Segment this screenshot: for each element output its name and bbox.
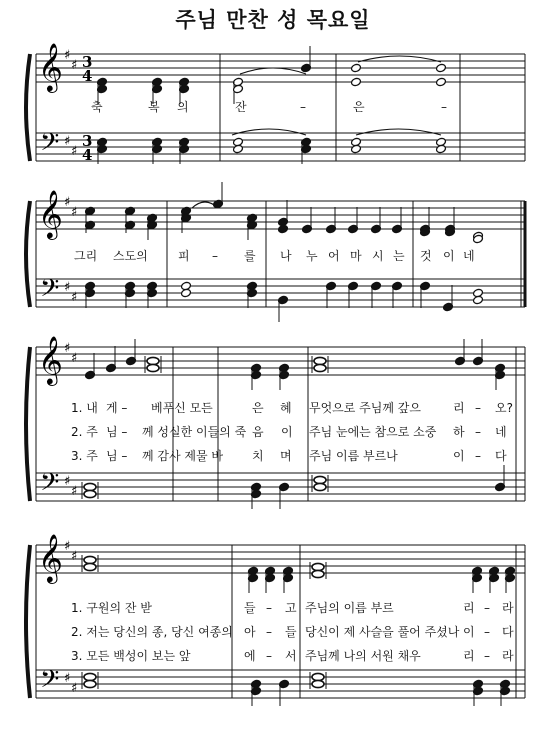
note-head	[473, 295, 484, 305]
lyric-syllable: 이	[453, 449, 465, 463]
lyric-syllable: 피	[178, 249, 190, 263]
lyric-syllable: –	[266, 601, 272, 615]
breve-note	[84, 673, 96, 680]
bass-clef-icon: 𝄢	[40, 468, 60, 503]
lyric-syllable: 이	[463, 625, 475, 639]
lyric-syllable: 은	[353, 100, 365, 114]
note-head	[351, 144, 362, 154]
sharp-icon: ♯	[71, 681, 78, 696]
lyric-syllable: 무엇으로 주님께 갚으	[309, 401, 421, 415]
lyric-syllable: 이	[281, 425, 293, 439]
lyric-syllable: 당신이 제 사슬을 풀어 주셨나	[305, 625, 460, 639]
sharp-icon: ♯	[64, 474, 71, 489]
system-bracket	[26, 347, 30, 501]
breve-note	[314, 483, 326, 490]
lyric-syllable: 들	[244, 601, 256, 615]
page-title: 주님 만찬 성 목요일	[175, 8, 371, 32]
bass-clef-icon: 𝄢	[40, 128, 60, 163]
sharp-icon: ♯	[71, 351, 78, 366]
lyric-syllable: 주님의 이름 부르	[305, 601, 394, 615]
breve-note	[84, 563, 96, 570]
note-head	[278, 224, 289, 234]
lyric-syllable: 를	[244, 249, 256, 263]
sharp-icon: ♯	[71, 549, 78, 564]
breve-note	[84, 490, 96, 497]
slur	[356, 129, 441, 135]
note-head	[436, 77, 447, 87]
lyric-syllable: 나	[280, 249, 292, 263]
lyric-syllable: 1. 구원의 잔 받	[71, 601, 152, 615]
lyric-syllable: 것	[420, 249, 432, 263]
lyric-syllable: 2. 저는 당신의 종, 당신 여종의	[71, 625, 233, 639]
breve-note	[314, 364, 326, 371]
lyric-syllable: 그리	[74, 249, 98, 263]
sharp-icon: ♯	[64, 280, 71, 295]
lyric-syllable: –	[484, 625, 490, 639]
time-signature-top: 3	[82, 132, 93, 150]
breve-note	[312, 563, 324, 570]
lyric-syllable: 마	[350, 249, 362, 263]
bass-clef-icon: 𝄢	[40, 274, 60, 309]
sharp-icon: ♯	[64, 539, 71, 554]
lyric-syllable: –	[441, 100, 447, 114]
sharp-icon: ♯	[64, 341, 71, 356]
time-signature-bottom: 4	[82, 67, 93, 85]
lyric-syllable: 님 –	[106, 449, 128, 463]
breve-note	[314, 476, 326, 483]
lyric-syllable: 1. 내	[71, 401, 98, 415]
treble-clef-icon: 𝄞	[38, 42, 63, 91]
sharp-icon: ♯	[71, 484, 78, 499]
lyric-syllable: 고	[285, 601, 297, 615]
lyric-syllable: 누	[306, 249, 318, 263]
lyric-syllable: 의	[177, 100, 189, 114]
lyric-syllable: –	[266, 625, 272, 639]
lyric-syllable: 이	[443, 249, 455, 263]
lyric-syllable: –	[475, 449, 481, 463]
system-bracket	[26, 201, 30, 307]
lyric-syllable: –	[475, 425, 481, 439]
lyric-syllable: 2. 주	[71, 425, 98, 439]
lyric-syllable: 라	[502, 649, 514, 663]
lyric-syllable: 네	[495, 425, 507, 439]
lyric-syllable: 에	[244, 649, 256, 663]
slur	[240, 68, 306, 74]
lyric-syllable: –	[475, 401, 481, 415]
bass-clef-icon: 𝄢	[40, 665, 60, 700]
lyric-syllable: –	[266, 649, 272, 663]
lyric-syllable: 오?	[495, 401, 513, 415]
lyric-syllable: 께 감사 제물 바	[142, 449, 223, 463]
system-bracket	[26, 545, 30, 698]
sharp-icon: ♯	[64, 195, 71, 210]
lyric-syllable: 하	[453, 425, 465, 439]
sharp-icon: ♯	[71, 58, 78, 73]
note-head	[436, 144, 447, 154]
lyric-syllable: 네	[463, 249, 475, 263]
sharp-icon: ♯	[64, 134, 71, 149]
note-head	[351, 77, 362, 87]
treble-clef-icon: 𝄞	[38, 335, 63, 384]
lyric-syllable: 축	[91, 100, 103, 114]
lyric-syllable: –	[484, 601, 490, 615]
breve-note	[314, 357, 326, 364]
lyric-syllable: 복	[148, 100, 160, 114]
breve-note	[84, 556, 96, 563]
breve-note	[84, 680, 96, 687]
sharp-icon: ♯	[71, 290, 78, 305]
lyric-syllable: 베푸신 모든	[151, 401, 213, 415]
breve-note	[84, 483, 96, 490]
slur	[232, 129, 306, 135]
time-signature-bottom: 4	[82, 146, 93, 164]
lyric-syllable: 3. 모든 백성이 보는 앞	[71, 649, 191, 663]
lyric-syllable: 다	[502, 625, 514, 639]
note-head	[233, 144, 244, 154]
lyric-syllable: 다	[495, 449, 507, 463]
breve-note	[312, 570, 324, 577]
lyric-syllable: 주님 눈에는 참으로 소중	[309, 425, 437, 439]
sharp-icon: ♯	[71, 205, 78, 220]
lyric-syllable: 서	[285, 649, 297, 663]
treble-clef-icon: 𝄞	[38, 533, 63, 582]
lyric-syllable: 라	[502, 601, 514, 615]
lyric-syllable: 리	[453, 401, 465, 415]
lyric-syllable: 리	[463, 601, 475, 615]
system-bracket	[26, 54, 30, 161]
lyric-syllable: 는	[393, 249, 405, 263]
lyric-syllable: 스도의	[113, 249, 148, 263]
lyric-syllable: 리	[463, 649, 475, 663]
lyric-syllable: 치	[252, 449, 264, 463]
note-head	[181, 288, 192, 298]
lyric-syllable: 3. 주	[71, 449, 98, 463]
breve-note	[147, 357, 159, 364]
treble-clef-icon: 𝄞	[38, 189, 63, 238]
sharp-icon: ♯	[71, 144, 78, 159]
lyric-syllable: –	[484, 649, 490, 663]
sharp-icon: ♯	[64, 48, 71, 63]
note-head	[351, 63, 362, 73]
sharp-icon: ♯	[64, 671, 71, 686]
breve-note	[312, 673, 324, 680]
lyric-syllable: 님 –	[106, 425, 128, 439]
lyric-syllable: 잔	[235, 100, 247, 114]
lyric-syllable: 혜	[280, 401, 292, 415]
lyric-syllable: 음	[252, 425, 264, 439]
lyric-syllable: 게 –	[106, 401, 128, 415]
lyric-syllable: 은	[252, 401, 264, 415]
lyric-syllable: 주님께 나의 서원 채우	[305, 649, 421, 663]
lyric-syllable: –	[212, 249, 218, 263]
note-head	[436, 63, 447, 73]
lyric-syllable: 며	[280, 449, 292, 463]
lyric-syllable: 어	[328, 249, 340, 263]
time-signature-top: 3	[82, 53, 93, 71]
lyric-syllable: –	[300, 100, 306, 114]
breve-note	[312, 680, 324, 687]
lyric-syllable: 아	[244, 625, 256, 639]
breve-note	[147, 364, 159, 371]
lyric-syllable: 께 성실한 이들의 죽	[142, 425, 247, 439]
lyric-syllable: 들	[285, 625, 297, 639]
lyric-syllable: 시	[372, 249, 384, 263]
lyric-syllable: 주님 이름 부르나	[309, 449, 398, 463]
